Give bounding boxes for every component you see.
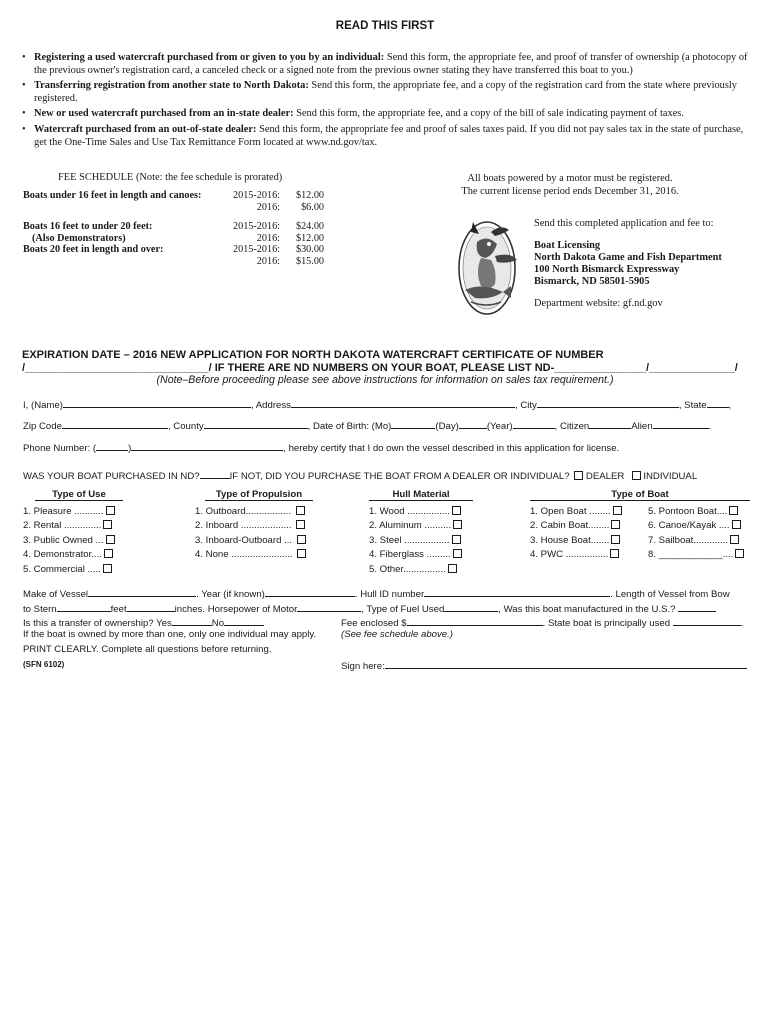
instruction-heading: New or used watercraft purchased from an in-state dealer:: [34, 108, 294, 120]
phone-number-field[interactable]: [131, 440, 283, 451]
registration-note: [440, 172, 700, 198]
fee-period: 2015-2016:: [233, 190, 280, 201]
checkbox-icon[interactable]: [106, 535, 115, 544]
propulsion-option[interactable]: [195, 534, 320, 548]
use-option-label: 3. Public Owned ...: [23, 534, 104, 546]
checkbox-icon[interactable]: [729, 506, 738, 515]
checkbox-icon[interactable]: [611, 535, 620, 544]
fee-period: 2015-2016:: [233, 221, 280, 233]
fee-period: 2016:: [256, 255, 280, 267]
dob-month-field[interactable]: [391, 418, 435, 429]
fee-row: [23, 244, 324, 256]
mailing-address: [534, 240, 722, 288]
type-of-boat-column: [530, 489, 752, 563]
fee-amount: $12.00: [295, 190, 324, 201]
checkbox-icon[interactable]: [452, 535, 461, 544]
boat-type-label: 8. ____________....: [648, 549, 734, 561]
fee-amount: $30.00: [295, 244, 324, 256]
dealer-question: IF NOT, DID YOU PURCHASE THE BOAT FROM A DEALER OR INDIVIDUAL?: [229, 471, 570, 482]
address-label: , Address: [250, 400, 291, 411]
fee-enclosed-field[interactable]: [407, 615, 543, 626]
sales-tax-note: (Note–Before proceeding please see above instructions for information on sales tax requirement.): [156, 374, 614, 386]
fee-amount: $15.00: [295, 255, 324, 267]
citizen-label: , Citizen: [554, 421, 590, 432]
address-line: Boat Licensing: [534, 240, 601, 251]
fee-schedule-title: FEE SCHEDULE: [58, 172, 134, 183]
checkbox-icon[interactable]: [730, 535, 739, 544]
instructions-list: [22, 52, 757, 152]
see-fee-note: (See fee schedule above.): [341, 629, 454, 640]
boat-type-label: 7. Sailboat.............: [648, 534, 728, 546]
instruction-item: [22, 52, 757, 77]
hull-option-label: 1. Wood ................: [369, 506, 450, 517]
fee-period: 2016:: [256, 232, 280, 244]
phone-row: [23, 440, 619, 454]
instruction-text: Send this form, the appropriate fee and proof of sales taxes paid. If you did not pay sales tax in the state of purchase, get the One-Time Sales and Use Tax Remittance Form located at www.nd.gov/tax.: [34, 123, 744, 148]
boat-type-label: 1. Open Boat ........: [530, 506, 611, 517]
certify-statement: , hereby certify that I do own the vessel described in this application for license.: [283, 443, 620, 454]
transfer-yes-label: Is this a transfer of ownership? Yes: [23, 618, 172, 629]
checkbox-icon[interactable]: [103, 564, 112, 573]
checkbox-icon[interactable]: [732, 520, 741, 529]
fee-row: [23, 233, 324, 245]
print-clearly-note: PRINT CLEARLY. Complete all questions before returning.: [23, 644, 272, 655]
multi-owner-note: If the boat is owned by more than one, only one individual may apply.: [23, 629, 317, 640]
instruction-item: [22, 108, 757, 121]
make-label: Make of Vessel: [23, 589, 89, 600]
us-made-label: , Was this boat manufactured in the U.S.?: [498, 604, 676, 615]
transfer-no-label: No: [211, 618, 225, 629]
state-label: , State: [678, 400, 707, 411]
phone-label: Phone Number: (: [23, 443, 97, 454]
make-field[interactable]: [88, 586, 196, 597]
hull-option[interactable]: [369, 563, 474, 577]
purchase-row: [23, 468, 697, 482]
fee-label: (Also Demonstrators): [32, 232, 126, 244]
length-label: . Length of Vessel from Bow: [610, 589, 730, 600]
boat-type-label: 2. Cabin Boat........: [530, 520, 610, 532]
boat-type-label: 6. Canoe/Kayak ....: [648, 520, 730, 532]
checkbox-icon[interactable]: [611, 520, 620, 529]
checkbox-icon[interactable]: [296, 520, 305, 529]
transfer-yes-field[interactable]: [172, 615, 212, 626]
name-label: I, (Name): [23, 400, 63, 411]
instruction-text: Send this form, the appropriate fee, and proof of transfer of ownership (a photocopy of the previous owner's registration card, a canceled check or a signed note from the previous owner stating they have transferred this boat to you.): [34, 52, 748, 76]
address-line: 100 North Bismarck Expressway: [534, 264, 680, 275]
hull-option[interactable]: [369, 519, 474, 533]
signature-label: Sign here:: [341, 661, 385, 672]
use-option-label: 1. Pleasure ...........: [23, 506, 104, 517]
checkbox-icon[interactable]: [453, 549, 462, 558]
hull-option-label: 2. Aluminum ..........: [369, 520, 452, 532]
state-used-field[interactable]: [673, 615, 741, 626]
propulsion-option[interactable]: [195, 548, 320, 562]
use-option[interactable]: [23, 505, 123, 519]
year-label: . Year (if known): [196, 589, 265, 600]
checkbox-icon[interactable]: [296, 506, 305, 515]
checkbox-icon[interactable]: [452, 506, 461, 515]
fee-schedule-heading: [58, 172, 282, 183]
state-used-label: . State boat is principally used: [542, 618, 671, 629]
hull-option-label: 5. Other................: [369, 563, 446, 575]
checkbox-icon[interactable]: [448, 564, 457, 573]
county-field[interactable]: [204, 418, 308, 429]
transfer-no-field[interactable]: [224, 615, 264, 626]
fee-label: [23, 202, 225, 214]
length-inches-field[interactable]: [127, 601, 175, 612]
propulsion-option-label: 4. None .......................: [195, 549, 293, 561]
use-option[interactable]: [23, 563, 123, 577]
boat-type-option[interactable]: [648, 548, 752, 562]
boat-type-option[interactable]: [530, 548, 648, 562]
registration-note-line: All boats powered by a motor must be registered.: [467, 173, 673, 184]
checkbox-icon[interactable]: [106, 506, 115, 515]
hull-option[interactable]: [369, 534, 474, 548]
hull-material-header: Hull Material: [369, 489, 473, 501]
propulsion-option-label: 2. Inboard ...................: [195, 520, 292, 532]
fee-schedule-note: (Note: the fee schedule is prorated): [135, 172, 283, 183]
instruction-heading: Registering a used watercraft purchased from or given to you by an individual:: [34, 52, 385, 63]
use-option-label: 2. Rental ..............: [23, 520, 102, 532]
state-field[interactable]: [707, 397, 729, 408]
hull-option[interactable]: [369, 548, 474, 562]
fee-label: Boats 20 feet in length and over:: [23, 244, 164, 256]
checkbox-icon[interactable]: [453, 520, 462, 529]
address-line: Bismarck, ND 58501-5905: [534, 276, 650, 287]
department-website: Department website: gf.nd.gov: [534, 298, 663, 309]
vessel-row-1: [23, 586, 730, 600]
checkbox-icon[interactable]: [104, 549, 113, 558]
send-to-label: Send this completed application and fee to:: [534, 218, 714, 229]
name-address-row: I, (Name) , Address , City , State ,: [23, 397, 731, 411]
boat-type-label: 4. PWC ................: [530, 549, 609, 561]
dealer-checkbox[interactable]: [574, 471, 583, 480]
alien-label: Alien: [631, 421, 653, 432]
fee-enclosed-row: Fee enclosed $ . State boat is principally used .: [341, 615, 743, 629]
address-field[interactable]: [291, 397, 515, 408]
purchased-nd-question: WAS YOUR BOAT PURCHASED IN ND?: [23, 471, 200, 482]
checkbox-icon[interactable]: [735, 549, 744, 558]
county-label: , County: [167, 421, 204, 432]
fee-row: [23, 221, 324, 233]
fee-row: [23, 256, 324, 268]
nd-number-line: /______________________________/ IF THERE ARE ND NUMBERS ON YOUR BOAT, PLEASE LIST ND-_______________/______________/: [22, 361, 738, 374]
instruction-item: [22, 124, 757, 149]
type-of-propulsion-column: [195, 489, 320, 563]
us-made-field[interactable]: [678, 601, 716, 612]
propulsion-option[interactable]: [195, 505, 320, 519]
dob-month-label: , Date of Birth: (Mo): [307, 421, 392, 432]
fee-label: Boats under 16 feet in length and canoes:: [23, 190, 202, 201]
fee-amount: $24.00: [295, 221, 324, 233]
feet-label: feet: [110, 604, 127, 615]
horsepower-label: inches. Horsepower of Motor: [174, 604, 298, 615]
vessel-row-2: [23, 601, 716, 615]
checkbox-icon[interactable]: [610, 549, 619, 558]
checkbox-icon[interactable]: [297, 535, 306, 544]
type-of-use-column: [23, 489, 123, 577]
propulsion-option-label: 3. Inboard-Outboard ...: [195, 534, 293, 546]
fee-amount: $6.00: [301, 201, 324, 213]
multi-owner-row: [23, 629, 316, 640]
hull-id-label: . Hull ID number: [354, 589, 425, 600]
horsepower-field[interactable]: [297, 601, 361, 612]
fee-period: 2016:: [256, 201, 280, 213]
hull-option-label: 3. Steel .................: [369, 534, 450, 546]
fee-label: Boats 16 feet to under 20 feet:: [23, 221, 153, 233]
year-field[interactable]: [265, 586, 355, 597]
city-label: , City: [514, 400, 537, 411]
fee-row: [23, 190, 324, 202]
boat-type-option[interactable]: [648, 519, 752, 533]
use-option-label: 4. Demonstrator....: [23, 549, 102, 561]
propulsion-option-label: 1. Outboard.................: [195, 506, 291, 517]
signature-row: [341, 658, 747, 672]
boat-type-label: 3. House Boat.......: [530, 534, 610, 546]
name-field[interactable]: [63, 397, 251, 408]
phone-area-code-field[interactable]: [96, 440, 128, 451]
page-title: READ THIS FIRST: [335, 20, 435, 32]
dob-year-field[interactable]: [513, 418, 555, 429]
purchased-nd-field[interactable]: [200, 468, 230, 479]
dealer-label: DEALER: [585, 471, 625, 482]
propulsion-option[interactable]: [195, 519, 320, 533]
boat-type-option[interactable]: [530, 505, 648, 519]
city-field[interactable]: [537, 397, 679, 408]
use-option[interactable]: [23, 519, 123, 533]
fee-row: [23, 202, 324, 214]
fee-label: [23, 256, 225, 268]
fuel-label: , Type of Fuel Used: [361, 604, 445, 615]
individual-label: INDIVIDUAL: [643, 471, 698, 482]
type-of-use-header: Type of Use: [35, 489, 123, 501]
fee-table: [23, 190, 324, 268]
phone-close-paren: ): [128, 443, 132, 454]
individual-checkbox[interactable]: [632, 471, 641, 480]
fee-period: 2015-2016:: [233, 244, 280, 256]
dob-day-field[interactable]: [459, 418, 487, 429]
hull-id-field[interactable]: [424, 586, 610, 597]
fuel-field[interactable]: [444, 601, 498, 612]
fee-enclosed-label: Fee enclosed $: [341, 618, 407, 629]
use-option-label: 5. Commercial .....: [23, 563, 101, 575]
instruction-text: Send this form, the appropriate fee, and a copy of the registration card from the state where previously registered.: [34, 80, 738, 104]
instruction-text: Send this form, the appropriate fee, and a copy of the bill of sale indicating payment of taxes.: [293, 108, 684, 120]
citizen-field[interactable]: [589, 418, 631, 429]
signature-field[interactable]: [385, 658, 747, 669]
zip-field[interactable]: [62, 418, 168, 429]
registration-note-line: The current license period ends December 31, 2016.: [461, 186, 679, 197]
type-of-propulsion-header: Type of Propulsion: [205, 489, 313, 501]
instruction-heading: Transferring registration from another state to North Dakota:: [34, 80, 309, 92]
hull-material-column: [369, 489, 474, 577]
boat-type-label: 5. Pontoon Boat....: [648, 506, 728, 517]
fee-amount: $12.00: [295, 232, 324, 244]
expiration-header: [22, 349, 752, 374]
type-of-boat-header: Type of Boat: [530, 489, 750, 501]
game-and-fish-emblem-icon: [451, 212, 523, 320]
checkbox-icon[interactable]: [613, 506, 622, 515]
address-line: North Dakota Game and Fish Department: [534, 252, 722, 263]
dob-year-label: (Year): [486, 421, 513, 432]
dob-day-label: (Day): [435, 421, 459, 432]
zip-label: Zip Code: [23, 421, 62, 432]
boat-type-option[interactable]: [530, 534, 648, 548]
checkbox-icon[interactable]: [297, 549, 306, 558]
zip-county-row: Zip Code , County , Date of Birth: (Mo) (Day) (Year) , Citizen Alien .: [23, 418, 711, 432]
alien-field[interactable]: [653, 418, 709, 429]
length-feet-field[interactable]: [57, 601, 111, 612]
boat-type-option[interactable]: [648, 534, 752, 548]
hull-option[interactable]: [369, 505, 474, 519]
instruction-item: [22, 80, 757, 105]
checkbox-icon[interactable]: [103, 520, 112, 529]
boat-type-option[interactable]: [530, 519, 648, 533]
instruction-heading: Watercraft purchased from an out-of-state dealer:: [34, 123, 257, 135]
use-option[interactable]: [23, 534, 123, 548]
vessel-row-3: [23, 615, 264, 629]
expiration-title: EXPIRATION DATE – 2016 NEW APPLICATION FOR NORTH DAKOTA WATERCRAFT CERTIFICATE OF NUMBER: [22, 349, 604, 361]
boat-type-option[interactable]: [648, 505, 752, 519]
hull-option-label: 4. Fiberglass .........: [369, 549, 451, 561]
use-option[interactable]: [23, 548, 123, 562]
form-number: (SFN 6102): [23, 660, 65, 669]
to-stern-label: to Stern: [23, 604, 57, 615]
